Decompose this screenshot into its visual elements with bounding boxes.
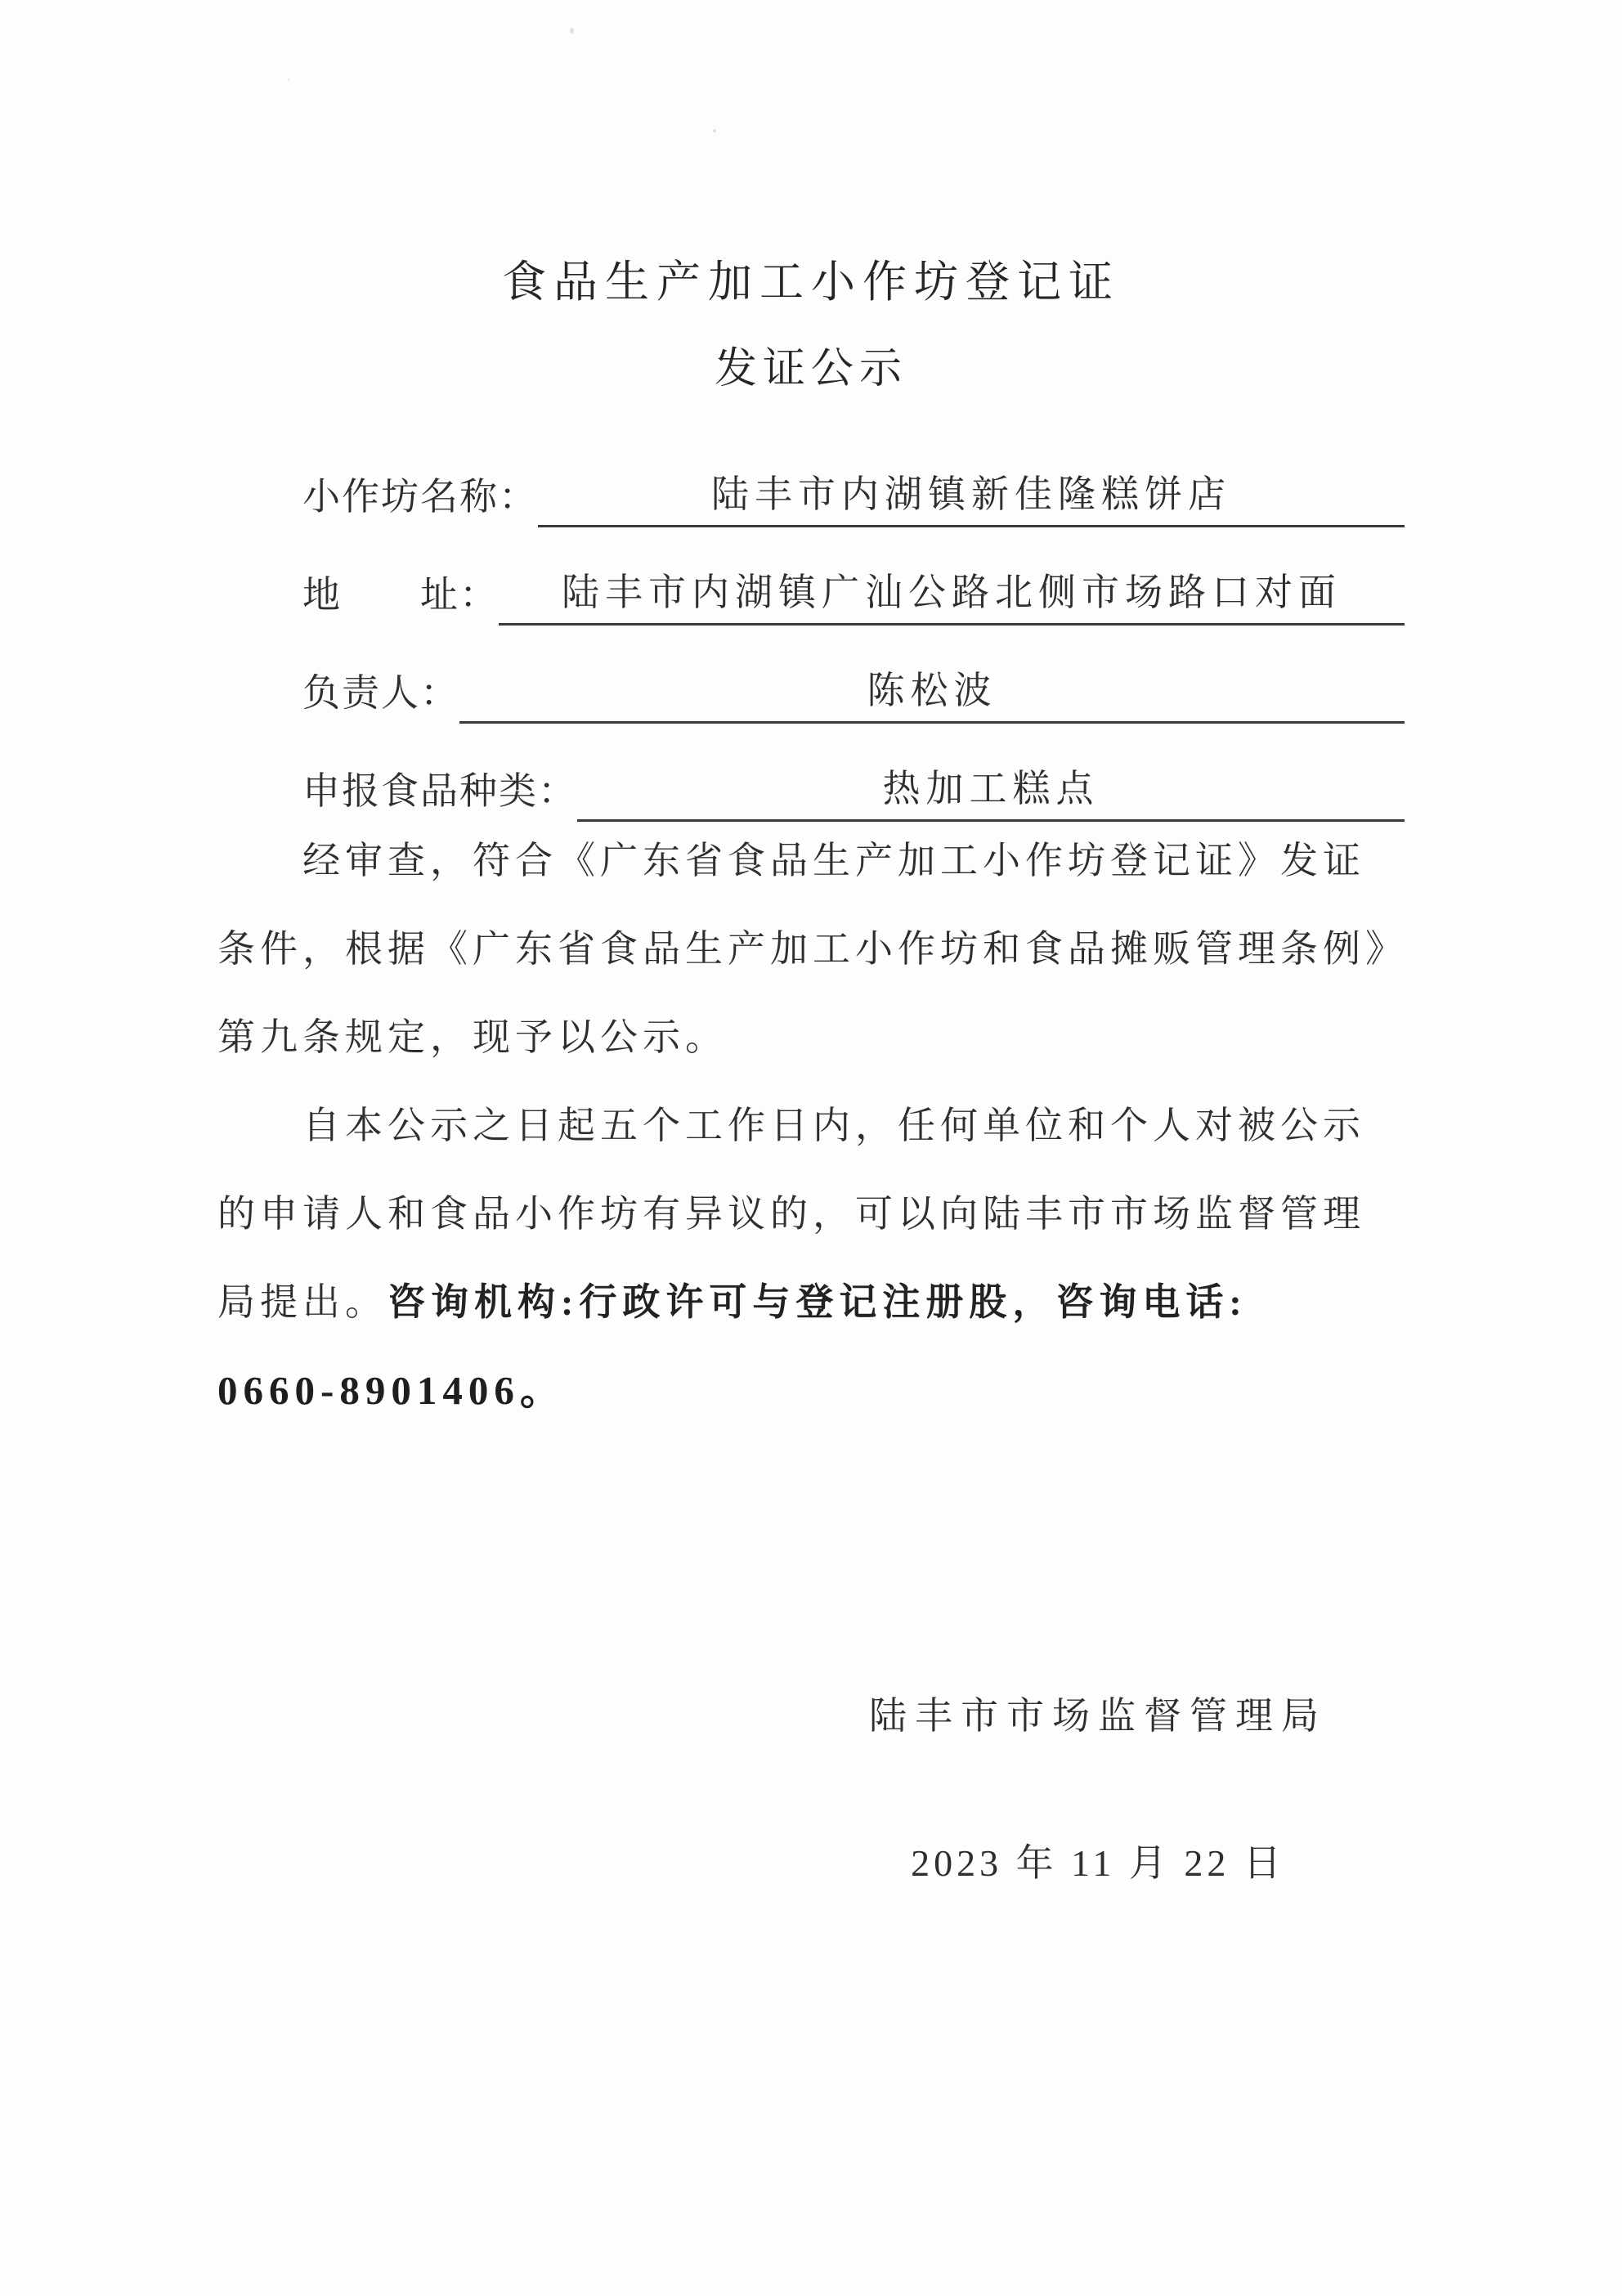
paragraph1-line1-text: 经审查，符合《广东省食品生产加工小作坊登记证》发证	[302, 840, 1365, 881]
scan-speck	[288, 78, 290, 81]
field-row-workshop-name	[302, 429, 1405, 527]
address-label: 地 址：	[302, 574, 499, 616]
paragraph2-line2-text: 的申请人和食品小作坊有异议的，可以向陆丰市市场监督管理	[217, 1193, 1365, 1235]
food-category-value: 热加工糕点	[577, 759, 1405, 822]
paragraph2-line2	[217, 1167, 1411, 1255]
page-title: 食品生产加工小作坊登记证	[502, 258, 1120, 307]
field-row-address	[302, 527, 1405, 626]
page-subtitle: 发证公示	[714, 345, 907, 392]
field-row-person-in-charge	[302, 626, 1405, 724]
address-value: 陆丰市内湖镇广汕公路北侧市场路口对面	[499, 563, 1405, 626]
signature-organization: 陆丰市市场监督管理局	[869, 1695, 1327, 1737]
paragraph1-line2-text: 条件，根据《广东省食品生产加工小作坊和食品摊贩管理条例》	[217, 928, 1408, 970]
person-in-charge-value: 陈松波	[459, 661, 1405, 724]
workshop-name-label: 小作坊名称：	[302, 476, 538, 518]
scan-speck	[713, 129, 716, 132]
paragraph2-line3-normal-text: 局提出。	[217, 1281, 388, 1323]
paragraph2-line4	[217, 1343, 1411, 1432]
person-in-charge-label: 负责人：	[302, 672, 459, 714]
inquiry-agency-bold-text: 咨询机构:行政许可与登记注册股，咨询电话:	[388, 1281, 1248, 1323]
paragraph1-line2	[217, 902, 1411, 990]
field-row-food-category	[302, 724, 1405, 822]
workshop-name-value: 陆丰市内湖镇新佳隆糕饼店	[538, 464, 1405, 527]
paragraph1-line1	[217, 814, 1411, 902]
scan-speck	[570, 28, 574, 34]
paragraph2-line1-text: 自本公示之日起五个工作日内，任何单位和个人对被公示	[302, 1105, 1365, 1146]
body-text	[217, 814, 1411, 1432]
paragraph2-line3	[217, 1255, 1411, 1343]
form-fields	[302, 429, 1405, 822]
paragraph1-line3	[217, 990, 1411, 1078]
inquiry-phone-number: 0660-8901406。	[217, 1368, 566, 1413]
paragraph2-line1	[217, 1078, 1411, 1167]
signature-date: 2023 年 11 月 22 日	[911, 1842, 1285, 1884]
food-category-label: 申报食品种类：	[302, 770, 577, 812]
paragraph1-line3-text: 第九条规定，现予以公示。	[217, 1016, 728, 1058]
